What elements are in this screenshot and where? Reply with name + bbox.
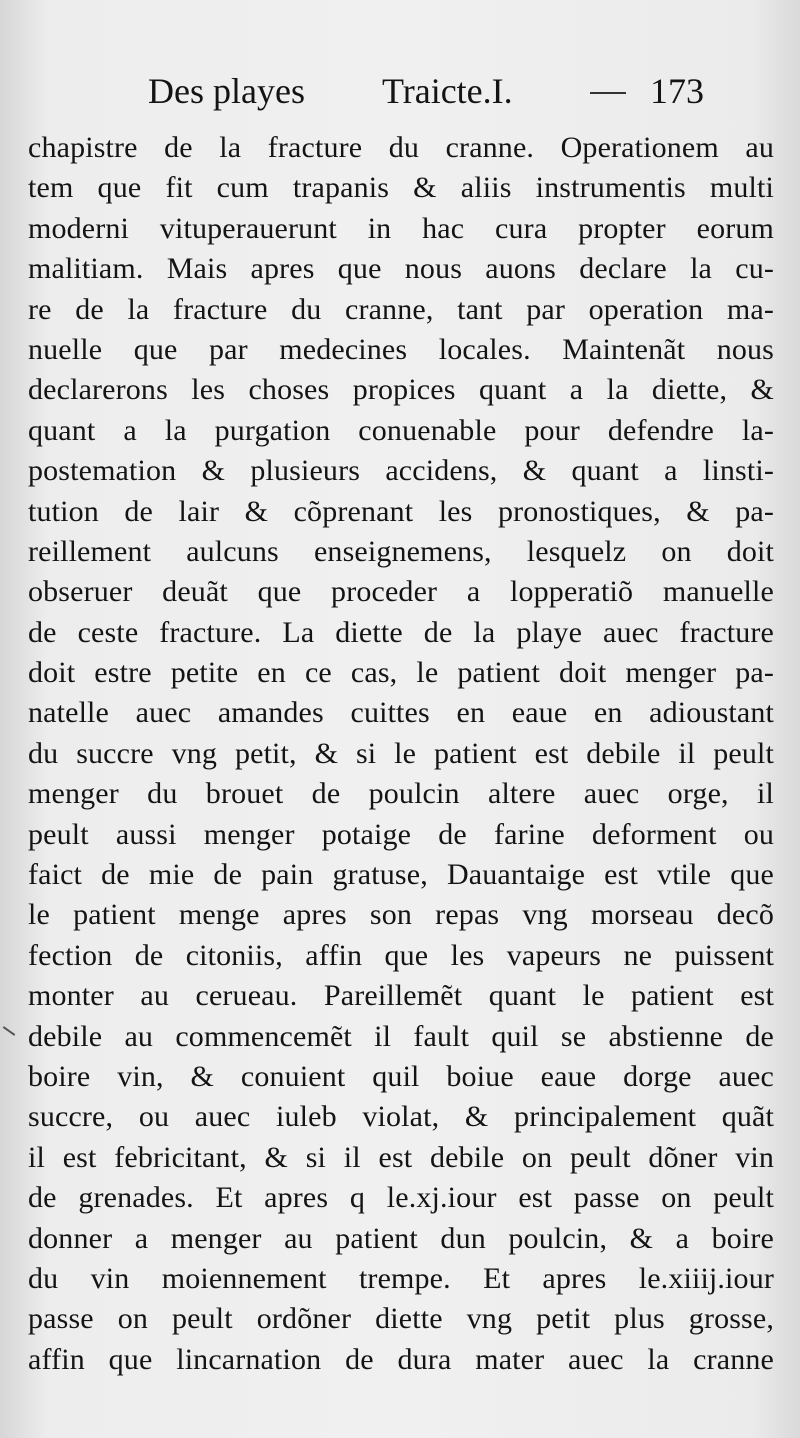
text-line: reillement aulcuns enseignemens, lesquelz on doit [28,534,774,568]
text-line: monter au cerueau. Pareillemẽt quant le patient est [28,979,774,1013]
text-line: du vin moiennement trempe. Et apres le.xiiij.iour [28,1261,774,1295]
running-title-left: Des playes [148,71,305,111]
text-line: tution de lair & cõprenant les pronostiques, & pa- [28,494,774,528]
running-header [0,62,800,118]
text-line: fection de citoniis, affin que les vapeurs ne puissent [28,938,774,972]
text-line: tem que fit cum trapanis & aliis instrumentis multi [28,171,774,205]
text-line: affin que lincarnation de dura mater auec la cranne [28,1342,774,1376]
text-line: quant a la purgation conuenable pour defendre la- [28,413,774,447]
text-line: chapistre de la fracture du cranne. Operationem au [28,131,774,164]
text-line: le patient menge apres son repas vng morseau decõ [28,898,774,932]
text-line: re de la fracture du cranne, tant par operation ma- [28,292,774,326]
text-line: declarerons les choses propices quant a la diette, & [28,373,774,407]
text-line: malitiam. Mais apres que nous auons declare la cu- [28,252,774,286]
text-line: faict de mie de pain gratuse, Dauantaige est vtile que [28,858,774,892]
text-line: natelle auec amandes cuittes en eaue en adioustant [28,696,774,730]
text-line: de ceste fracture. La diette de la playe auec fracture [28,615,774,649]
text-line: moderni vituperauerunt in hac cura propter eorum [28,211,774,245]
text-line: obseruer deuãt que proceder a lopperatiõ manuelle [28,575,774,609]
text-line: debile au commencemẽt il fault quil se abstienne de [28,1019,774,1053]
text-line: peult aussi menger potaige de farine deforment ou [28,817,774,851]
text-line: succre, ou auec iuleb violat, & principalement quãt [28,1100,774,1134]
text-line: doit estre petite en ce cas, le patient doit menger pa- [28,656,774,690]
text-line: de grenades. Et apres q le.xj.iour est passe on peult [28,1181,774,1215]
body-text [28,128,774,1380]
text-line: passe on peult ordõner diette vng petit plus grosse, [28,1302,774,1336]
text-line: donner a menger au patient dun poulcin, & a boire [28,1221,774,1255]
running-title-center: Traicte.I. [382,71,513,111]
text-line: il est febricitant, & si il est debile on peult dõner vin [28,1140,774,1174]
page-number: 173 [650,71,704,111]
text-line: boire vin, & conuient quil boiue eaue dorge auec [28,1059,774,1093]
text-line: du succre vng petit, & si le patient est debile il peult [28,736,774,770]
text-line: nuelle que par medecines locales. Maintenãt nous [28,332,774,366]
margin-mark [3,1026,16,1036]
text-line: postemation & plusieurs accidens, & quant a linsti- [28,454,774,488]
header-dash [590,92,626,94]
text-line: menger du brouet de poulcin altere auec orge, il [28,777,774,811]
